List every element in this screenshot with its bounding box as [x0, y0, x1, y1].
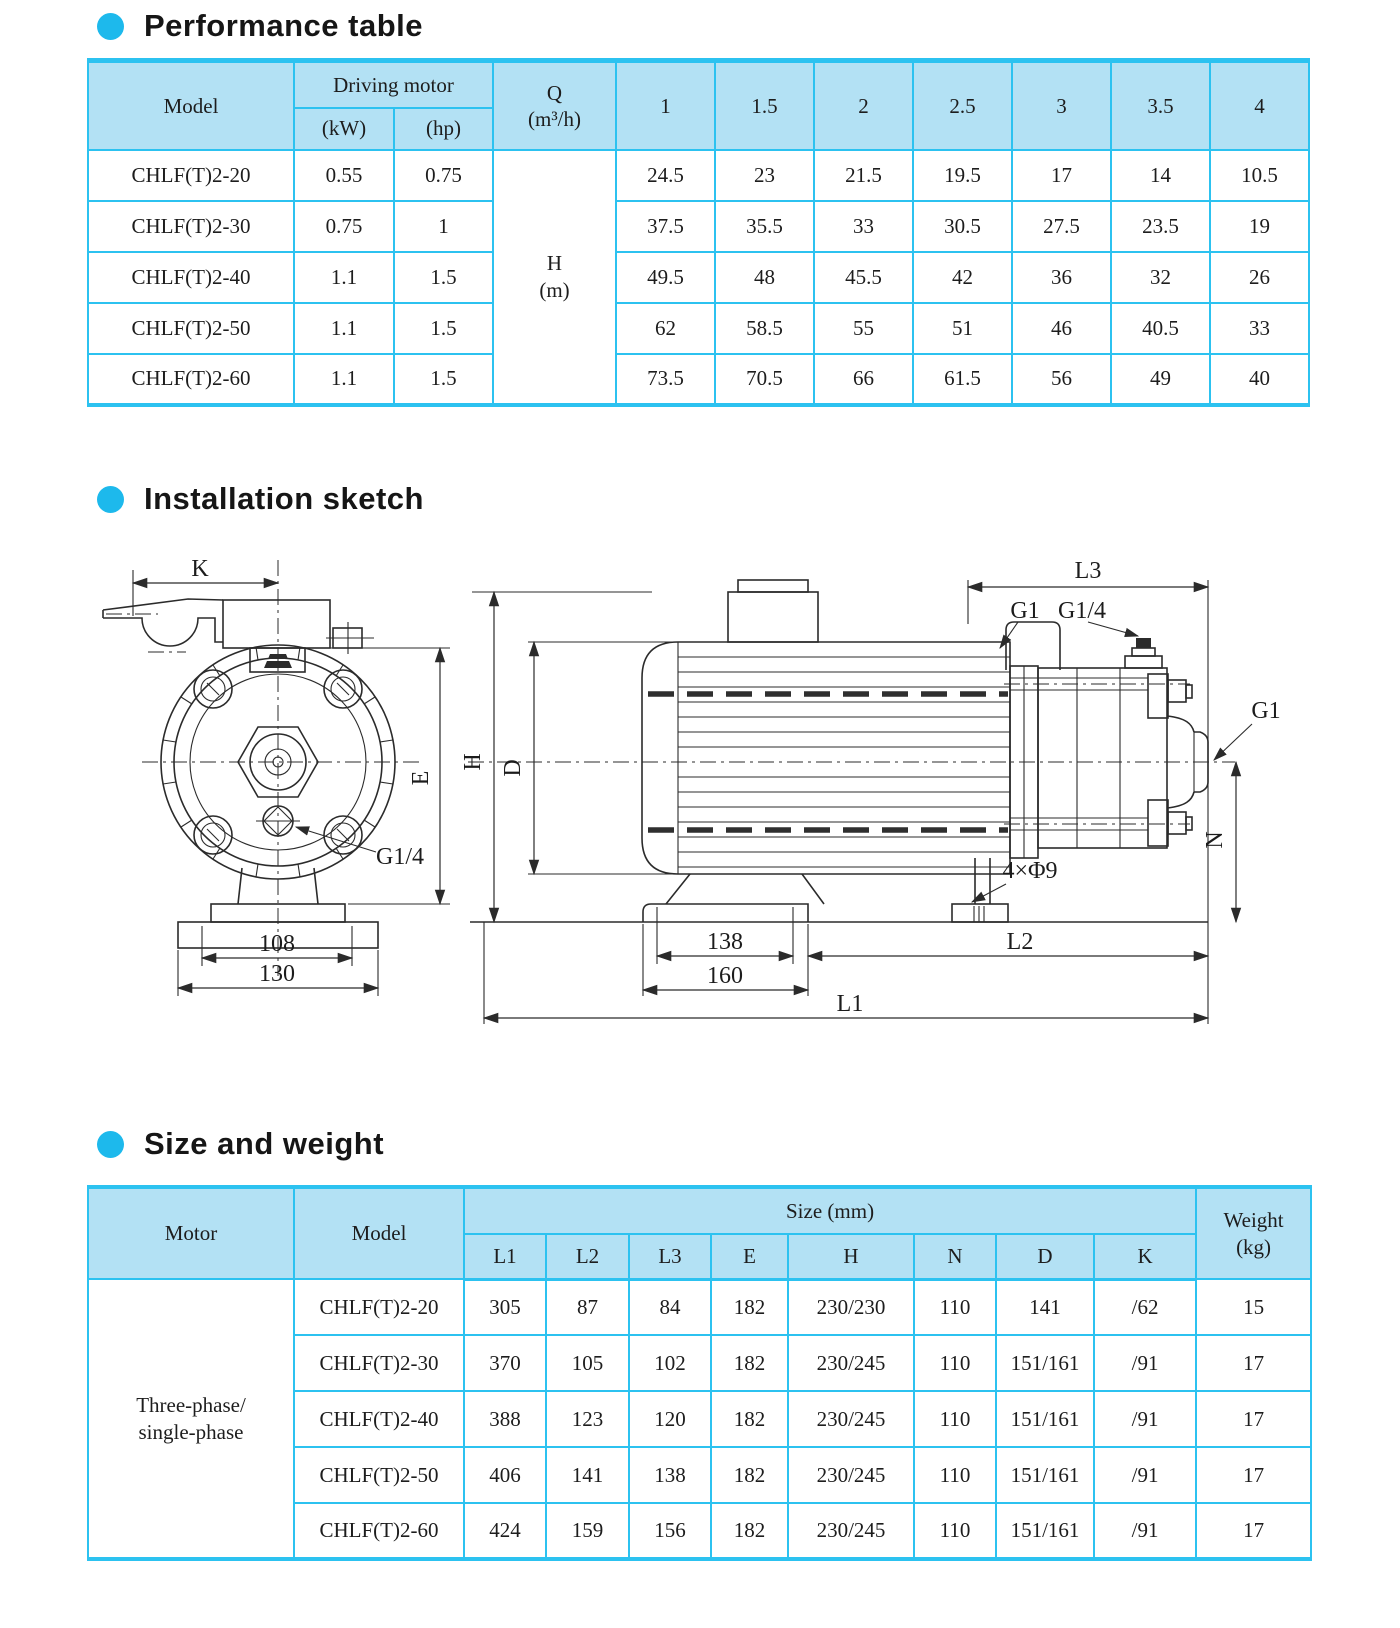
size-cell: 156 — [629, 1503, 711, 1559]
size-cell: 406 — [464, 1447, 546, 1503]
size-cell: 424 — [464, 1503, 546, 1559]
q-label: Q — [546, 80, 563, 105]
head-cell: 40.5 — [1111, 303, 1210, 354]
table-row — [88, 252, 1309, 303]
col-header-driving-motor: Driving motor — [294, 61, 493, 108]
hp-cell: 0.75 — [394, 150, 493, 201]
col-header-l3: L3 — [629, 1234, 711, 1279]
terminal-box-lid — [738, 580, 808, 592]
col-header-d: D — [996, 1234, 1094, 1279]
section-heading: Size and weight — [144, 1126, 385, 1161]
model-cell: CHLF(T)2-60 — [88, 354, 294, 405]
kw-cell: 1.1 — [294, 354, 394, 405]
size-cell: 123 — [546, 1391, 629, 1447]
base-plate — [643, 904, 808, 922]
hp-cell: 1 — [394, 201, 493, 252]
size-cell: 230/245 — [788, 1503, 914, 1559]
pump-stage-section — [1004, 622, 1208, 858]
section-heading: Performance table — [144, 8, 423, 43]
pump-side-view — [460, 558, 1281, 1024]
size-cell: 151/161 — [996, 1503, 1094, 1559]
weight-cell: 17 — [1196, 1447, 1311, 1503]
head-cell: 36 — [1012, 252, 1111, 303]
head-cell: 66 — [814, 354, 913, 405]
pump-front-view — [103, 556, 450, 996]
motor-type-cell — [88, 1279, 294, 1559]
col-header-flow-2: 2 — [814, 61, 913, 150]
size-cell: 120 — [629, 1391, 711, 1447]
model-cell: CHLF(T)2-40 — [88, 252, 294, 303]
col-header-weight — [1196, 1187, 1311, 1279]
head-cell: 55 — [814, 303, 913, 354]
col-header-q — [493, 61, 616, 150]
col-header-k: K — [1094, 1234, 1196, 1279]
size-cell: 141 — [546, 1447, 629, 1503]
section-heading: Installation sketch — [144, 481, 424, 516]
head-cell: 70.5 — [715, 354, 814, 405]
model-cell: CHLF(T)2-50 — [294, 1447, 464, 1503]
dim-label-130: 130 — [259, 961, 295, 987]
size-cell: 388 — [464, 1391, 546, 1447]
head-cell: 58.5 — [715, 303, 814, 354]
terminal-box — [728, 592, 818, 642]
head-cell: 45.5 — [814, 252, 913, 303]
head-cell: 17 — [1012, 150, 1111, 201]
col-header-flow-1: 1 — [616, 61, 715, 150]
col-header-size-mm: Size (mm) — [464, 1187, 1196, 1234]
size-cell: 84 — [629, 1279, 711, 1335]
size-cell: 230/245 — [788, 1447, 914, 1503]
dim-label-l2: L2 — [1006, 929, 1034, 955]
size-cell: 182 — [711, 1447, 788, 1503]
col-header-hp: (hp) — [394, 108, 493, 150]
head-cell: 21.5 — [814, 150, 913, 201]
size-cell: 182 — [711, 1279, 788, 1335]
size-cell: 138 — [629, 1447, 711, 1503]
col-header-flow-4: 4 — [1210, 61, 1309, 150]
col-header-flow-1p5: 1.5 — [715, 61, 814, 150]
kw-cell: 1.1 — [294, 252, 394, 303]
head-cell: 51 — [913, 303, 1012, 354]
head-cell: 48 — [715, 252, 814, 303]
col-header-flow-3p5: 3.5 — [1111, 61, 1210, 150]
holes-callout — [972, 858, 1058, 902]
size-cell: 151/161 — [996, 1447, 1094, 1503]
col-header-n: N — [914, 1234, 996, 1279]
col-header-model: Model — [294, 1187, 464, 1279]
bullet-icon — [97, 486, 124, 513]
g14-top-callout — [1058, 598, 1138, 636]
h-unit: (m) — [539, 277, 570, 302]
head-cell: 56 — [1012, 354, 1111, 405]
k-dimension — [133, 556, 278, 616]
dim-label-h: H — [460, 753, 486, 771]
performance-section-title — [97, 8, 423, 44]
size-cell: /91 — [1094, 1503, 1196, 1559]
installation-sketch — [90, 530, 1310, 1050]
bottom-dimensions — [484, 922, 1208, 1024]
motor-fins — [678, 657, 1010, 867]
weight-cell: 17 — [1196, 1503, 1311, 1559]
head-cell: 24.5 — [616, 150, 715, 201]
table-row — [88, 354, 1309, 405]
size-cell: 110 — [914, 1447, 996, 1503]
weight-unit: (kg) — [1236, 1234, 1272, 1259]
dim-label-l1: L1 — [836, 991, 864, 1017]
head-cell: 49 — [1111, 354, 1210, 405]
head-cell: 42 — [913, 252, 1012, 303]
h-label: H — [546, 251, 563, 276]
weight-cell: 17 — [1196, 1335, 1311, 1391]
head-cell: 33 — [814, 201, 913, 252]
head-cell: 23 — [715, 150, 814, 201]
g14-front-callout — [296, 827, 424, 870]
size-cell: 230/230 — [788, 1279, 914, 1335]
label-g1-top: G1 — [1010, 598, 1040, 624]
dim-label-k: K — [191, 556, 209, 582]
dim-label-n: N — [1202, 831, 1228, 849]
table-row — [88, 303, 1309, 354]
size-cell: 102 — [629, 1335, 711, 1391]
model-cell: CHLF(T)2-30 — [294, 1335, 464, 1391]
size-cell: 182 — [711, 1503, 788, 1559]
size-cell: /62 — [1094, 1279, 1196, 1335]
size-cell: 159 — [546, 1503, 629, 1559]
dim-label-108: 108 — [259, 931, 295, 957]
size-cell: 87 — [546, 1279, 629, 1335]
size-cell: /91 — [1094, 1391, 1196, 1447]
dim-label-160: 160 — [707, 963, 743, 989]
d-dimension — [500, 642, 678, 874]
size-cell: 182 — [711, 1335, 788, 1391]
col-header-h: H — [788, 1234, 914, 1279]
col-header-flow-2p5: 2.5 — [913, 61, 1012, 150]
performance-table — [87, 58, 1310, 407]
head-cell: 40 — [1210, 354, 1309, 405]
model-cell: CHLF(T)2-20 — [88, 150, 294, 201]
size-cell: 182 — [711, 1391, 788, 1447]
size-cell: 141 — [996, 1279, 1094, 1335]
dim-label-d: D — [500, 759, 526, 777]
kw-cell: 1.1 — [294, 303, 394, 354]
size-section-title — [97, 1126, 384, 1162]
size-cell: 151/161 — [996, 1391, 1094, 1447]
size-cell: 305 — [464, 1279, 546, 1335]
vent-plug — [1136, 638, 1151, 648]
col-header-l1: L1 — [464, 1234, 546, 1279]
motor-type-line2: single-phase — [138, 1419, 244, 1444]
g1-right-callout — [1214, 698, 1281, 760]
head-cell: 27.5 — [1012, 201, 1111, 252]
size-cell: 110 — [914, 1503, 996, 1559]
size-cell: 110 — [914, 1279, 996, 1335]
label-g14-front: G1/4 — [376, 844, 424, 870]
kw-cell: 0.75 — [294, 201, 394, 252]
model-cell: CHLF(T)2-40 — [294, 1391, 464, 1447]
label-holes: 4×Φ9 — [1002, 858, 1058, 884]
size-cell: /91 — [1094, 1447, 1196, 1503]
size-cell: /91 — [1094, 1335, 1196, 1391]
col-header-l2: L2 — [546, 1234, 629, 1279]
hp-cell: 1.5 — [394, 303, 493, 354]
hp-cell: 1.5 — [394, 252, 493, 303]
head-cell: 26 — [1210, 252, 1309, 303]
size-cell: 230/245 — [788, 1335, 914, 1391]
table-row — [88, 1279, 1311, 1335]
head-cell: 19.5 — [913, 150, 1012, 201]
head-cell: 10.5 — [1210, 150, 1309, 201]
size-cell: 110 — [914, 1335, 996, 1391]
top-bracket — [103, 599, 374, 672]
col-header-motor: Motor — [88, 1187, 294, 1279]
dim-label-138: 138 — [707, 929, 743, 955]
head-cell: 33 — [1210, 303, 1309, 354]
weight-cell: 15 — [1196, 1279, 1311, 1335]
table-row — [88, 201, 1309, 252]
bullet-icon — [97, 1131, 124, 1158]
size-cell: 110 — [914, 1391, 996, 1447]
weight-cell: 17 — [1196, 1391, 1311, 1447]
weight-label: Weight — [1223, 1208, 1284, 1233]
suction-port — [1006, 622, 1060, 670]
head-cell: 19 — [1210, 201, 1309, 252]
model-cell: CHLF(T)2-20 — [294, 1279, 464, 1335]
bullet-icon — [97, 13, 124, 40]
head-cell: 32 — [1111, 252, 1210, 303]
size-cell: 230/245 — [788, 1391, 914, 1447]
label-g14-top: G1/4 — [1058, 598, 1106, 624]
dim-label-l3: L3 — [1074, 558, 1102, 584]
head-unit-cell — [493, 150, 616, 405]
size-cell: 151/161 — [996, 1335, 1094, 1391]
head-cell: 62 — [616, 303, 715, 354]
col-header-model: Model — [88, 61, 294, 150]
hp-cell: 1.5 — [394, 354, 493, 405]
kw-cell: 0.55 — [294, 150, 394, 201]
model-cell: CHLF(T)2-30 — [88, 201, 294, 252]
size-cell: 370 — [464, 1335, 546, 1391]
installation-section-title — [97, 481, 424, 517]
head-cell: 46 — [1012, 303, 1111, 354]
col-header-e: E — [711, 1234, 788, 1279]
motor-type-line1: Three-phase/ — [136, 1393, 246, 1418]
col-header-kw: (kW) — [294, 108, 394, 150]
head-cell: 30.5 — [913, 201, 1012, 252]
size-cell: 105 — [546, 1335, 629, 1391]
size-weight-table — [87, 1185, 1312, 1561]
head-cell: 23.5 — [1111, 201, 1210, 252]
model-cell: CHLF(T)2-50 — [88, 303, 294, 354]
head-cell: 35.5 — [715, 201, 814, 252]
head-cell: 49.5 — [616, 252, 715, 303]
model-cell: CHLF(T)2-60 — [294, 1503, 464, 1559]
l3-dimension — [968, 558, 1208, 1024]
motor-body — [642, 580, 1010, 874]
dim-label-e: E — [408, 770, 434, 786]
q-unit: (m³/h) — [528, 106, 581, 131]
col-header-flow-3: 3 — [1012, 61, 1111, 150]
table-row — [88, 150, 1309, 201]
head-cell: 14 — [1111, 150, 1210, 201]
label-g1-right: G1 — [1251, 698, 1281, 724]
rear-foot — [952, 904, 1008, 922]
head-cell: 37.5 — [616, 201, 715, 252]
head-cell: 73.5 — [616, 354, 715, 405]
head-cell: 61.5 — [913, 354, 1012, 405]
